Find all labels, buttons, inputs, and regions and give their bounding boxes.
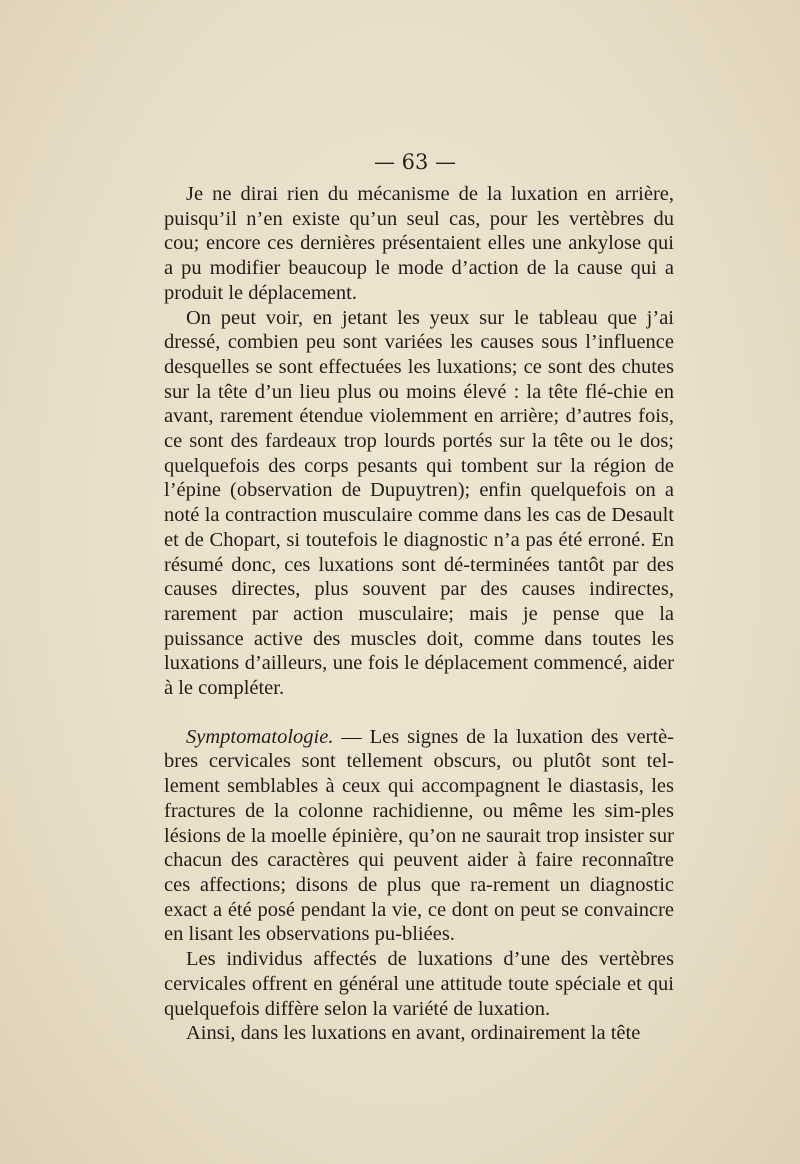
body-text (164, 182, 674, 1046)
paragraph-symptomatology-text: — Les signes de la luxation des vertè-bres cervicales sont tellement obscurs, ou plutôt sont tel-lement semblables à ceux qui accompagnent le diastasis, les fractures de la colonne rachidienne, ou même les sim-ples lésions de la moelle épinière, qu’on ne saurait trop insister sur chacun des caractères qui peuvent aider à faire reconnaître ces affections; disons de plus que ra-rement un diagnostic exact a été posé pendant la vie, ce dont on peut se convaincre en lisant les observations pu-bliées. (164, 725, 674, 946)
section-gap (164, 701, 674, 725)
paragraph-anterior-luxation: Ainsi, dans les luxations en avant, ordinairement la tête (186, 1022, 641, 1045)
paragraph-causes: On peut voir, en jetant les yeux sur le tableau que j’ai dressé, combien peu sont variées les causes sous l’influence desquelles se sont effectuées les luxations; ce sont des chutes sur la tête d’un lieu plus ou moins élevé : la tête flé-chie en avant, rarement étendue violemment en arrière; d’autres fois, ce sont des fardeaux trop lourds portés sur la tête ou le dos; quelquefois des corps pesants qui tombent sur la région de l’épine (observation de Dupuytren); enfin quelquefois on a noté la contraction musculaire comme dans les cas de Desault et de Chopart, si toutefois le diagnostic n’a pas été erroné. En résumé donc, ces luxations sont dé-terminées tantôt par des causes directes, plus souvent par des causes indirectes, rarement par action musculaire; mais je pense que la puissance active des muscles doit, comme dans toutes les luxations d’ailleurs, une fois le déplacement commencé, aider à le compléter. (164, 306, 674, 700)
section-heading-symptomatology: Symptomatologie. (186, 725, 334, 748)
paragraph-attitude: Les individus affectés de luxations d’une des vertèbres cervicales offrent en général une attitude toute spéciale et qui quelquefois diffère selon la variété de luxation. (164, 948, 674, 1020)
paragraph-symptomatology (164, 725, 674, 947)
paragraph-mechanism: Je ne dirai rien du mécanisme de la luxation en arrière, puisqu’il n’en existe qu’un seul cas, pour les vertèbres du cou; encore ces dernières présentaient elles une ankylose qui a pu modifier beaucoup le mode d’action de la cause qui a produit le déplacement. (164, 183, 674, 304)
page-number: — 63 — (373, 150, 457, 174)
